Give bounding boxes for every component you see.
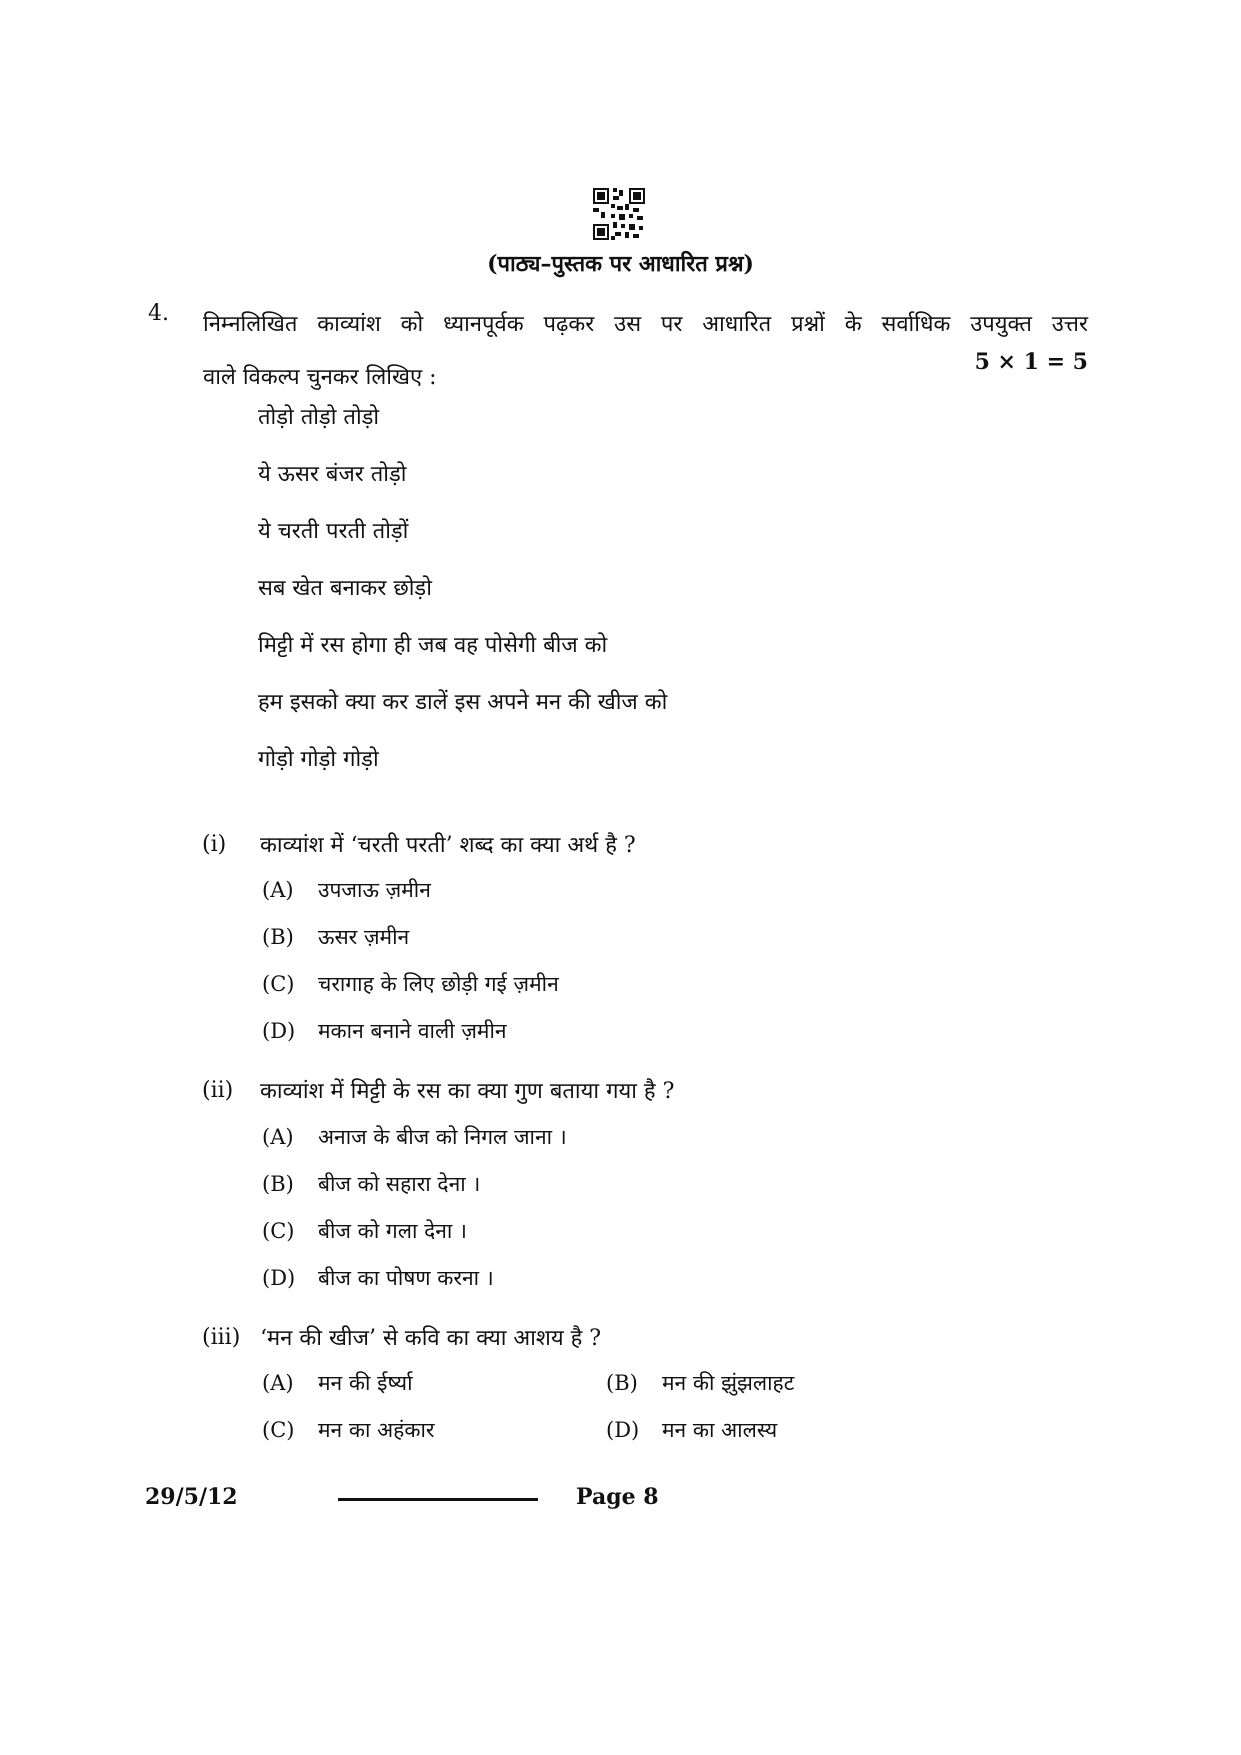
- option-label: (D): [606, 1418, 640, 1442]
- subquestion-number: (i): [202, 832, 227, 857]
- footer-divider: [338, 1498, 538, 1501]
- section-title: (पाठ्य–पुस्तक पर आधारित प्रश्न): [487, 251, 754, 277]
- option-label: (C): [262, 1219, 295, 1243]
- option-text: बीज का पोषण करना ।: [318, 1266, 494, 1290]
- option-label: (A): [262, 1371, 294, 1395]
- poem-line: गोड़ो गोड़ो गोड़ो: [258, 747, 379, 772]
- question-instruction: [203, 298, 1088, 404]
- marks: 5 × 1 = 5: [974, 349, 1088, 375]
- subquestion-number: (iii): [202, 1325, 241, 1350]
- subquestion-number: (ii): [202, 1078, 234, 1103]
- option-label: (B): [606, 1371, 638, 1395]
- poem: [258, 398, 667, 797]
- option-text: ऊसर ज़मीन: [318, 925, 410, 949]
- option-label: (A): [262, 1125, 294, 1149]
- option-text: मकान बनाने वाली ज़मीन: [318, 1019, 507, 1043]
- subquestion-text: काव्यांश में मिट्टी के रस का क्या गुण बताया गया है ?: [260, 1079, 675, 1104]
- paper-code: 29/5/12: [145, 1484, 238, 1510]
- option-label: (A): [262, 878, 294, 902]
- question-number: 4.: [148, 301, 169, 326]
- subquestion-text: काव्यांश में ‘चरती परती’ शब्द का क्या अर्थ है ?: [260, 833, 636, 858]
- page-number: Page 8: [576, 1484, 659, 1510]
- option-text: मन का आलस्य: [662, 1418, 778, 1442]
- poem-line: तोड़ो तोड़ो तोड़ो: [258, 405, 380, 430]
- option-text: अनाज के बीज को निगल जाना ।: [318, 1125, 567, 1149]
- option-label: (D): [262, 1019, 296, 1043]
- option-text: मन की ईर्ष्या: [318, 1371, 413, 1395]
- option-text: मन की झुंझलाहट: [662, 1371, 795, 1395]
- subquestion-text: ‘मन की खीज’ से कवि का क्या आशय है ?: [260, 1326, 602, 1351]
- option-label: (C): [262, 1418, 295, 1442]
- option-text: बीज को सहारा देना ।: [318, 1172, 481, 1196]
- option-label: (D): [262, 1266, 296, 1290]
- option-text: उपजाऊ ज़मीन: [318, 878, 431, 902]
- option-label: (C): [262, 972, 295, 996]
- option-label: (B): [262, 925, 294, 949]
- poem-line: ये ऊसर बंजर तोड़ो: [258, 462, 407, 487]
- poem-line: ये चरती परती तोड़ों: [258, 519, 409, 544]
- instruction-line-1: निम्नलिखित काव्यांश को ध्यानपूर्वक पढ़कर उस पर आधारित प्रश्नों के सर्वाधिक उपयुक्त उत्तर: [203, 312, 1088, 337]
- qr-code: [593, 188, 645, 240]
- instruction-line-2: वाले विकल्प चुनकर लिखिए :: [203, 365, 437, 390]
- option-text: बीज को गला देना ।: [318, 1219, 467, 1243]
- poem-line: हम इसको क्या कर डालें इस अपने मन की खीज को: [258, 690, 668, 715]
- option-label: (B): [262, 1172, 294, 1196]
- poem-line: सब खेत बनाकर छोड़ो: [258, 576, 432, 601]
- option-text: मन का अहंकार: [318, 1418, 435, 1442]
- poem-line: मिट्टी में रस होगा ही जब वह पोसेगी बीज को: [258, 633, 608, 658]
- option-text: चरागाह के लिए छोड़ी गई ज़मीन: [318, 972, 559, 996]
